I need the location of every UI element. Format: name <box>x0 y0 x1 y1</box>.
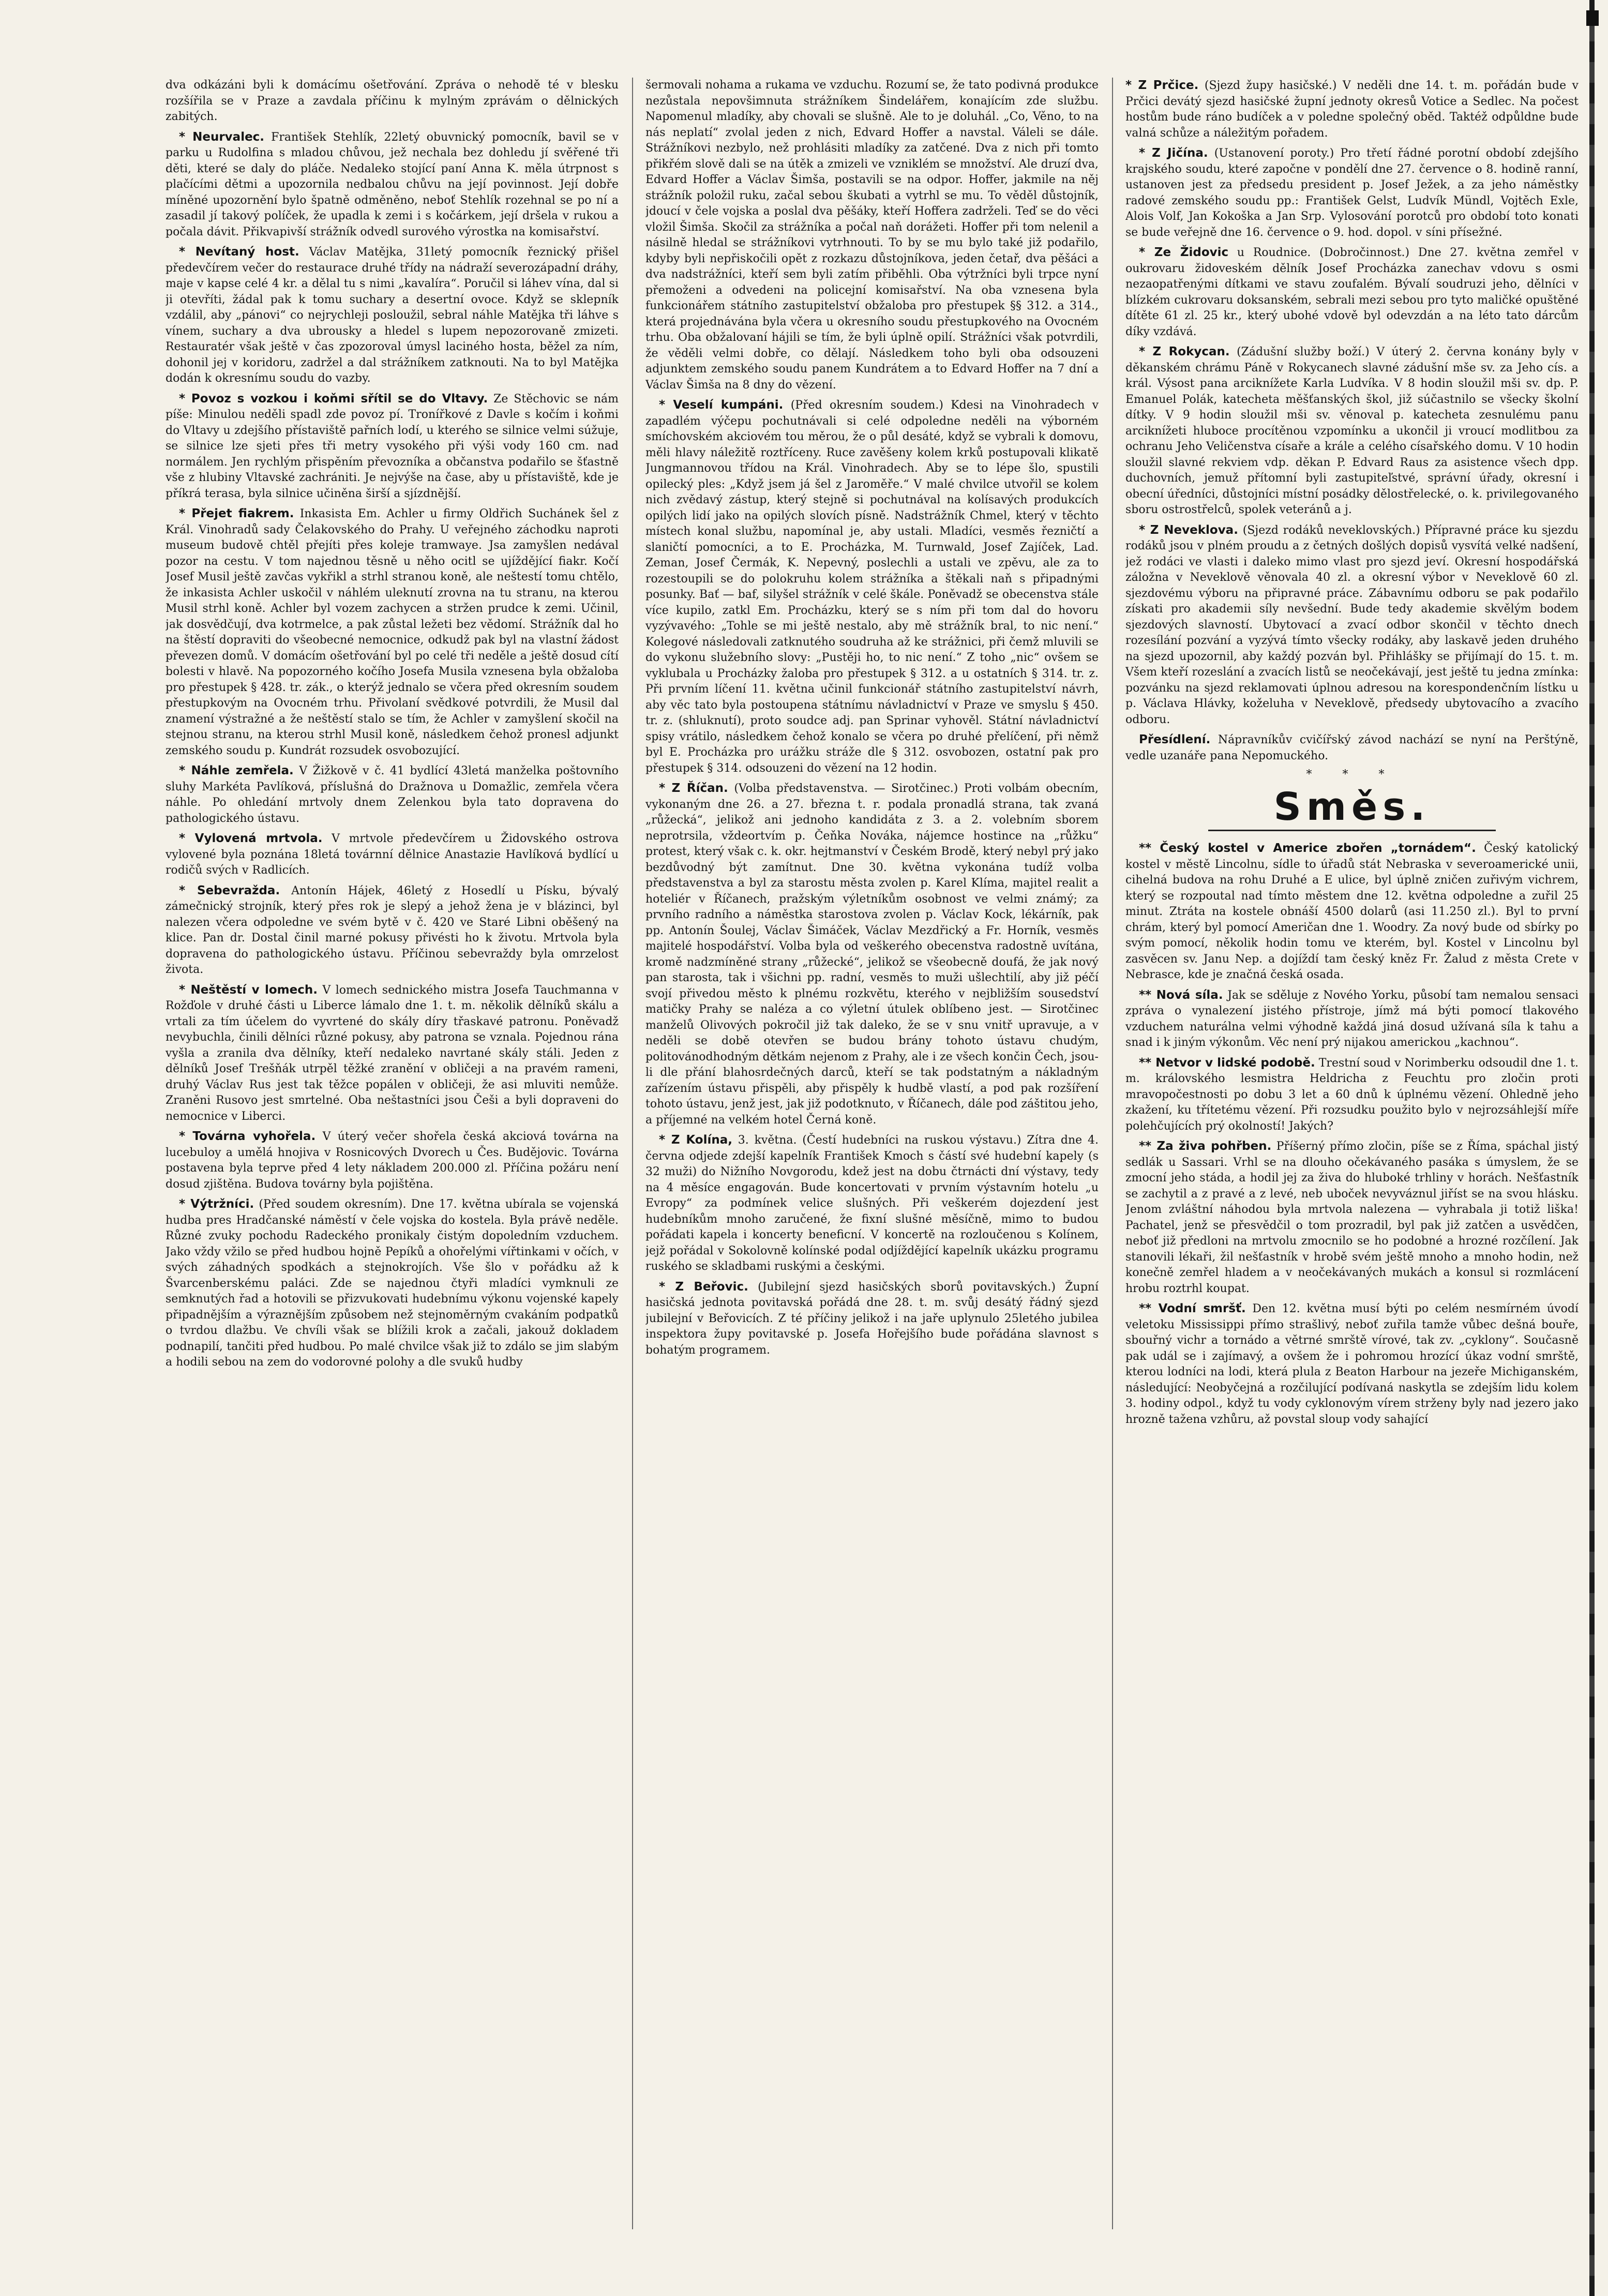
article-headline: * Z Kolína, <box>659 1133 732 1147</box>
article-paragraph <box>1125 732 1579 764</box>
article-headline: ** Český kostel v Americe zbořen „tornádem“. <box>1139 842 1476 855</box>
article-text: Václav Matějka, 31letý pomocník řeznický přišel předevčírem večer do restaurace druhé třídy na nádraží severozápadní dráhy, maje v kapse celé 4 kr. a dělal tu s nimi „kavalíra“. Poručil si láhev vína, dal si ji otevříti, žádal pak k tomu suchary a desertní ovoce. Když se sklepník vzdálil, aby „pánovi“ co nejrychleji posloužil, sebral náhle Matějka tři láhve s vínem, suchary a dva ubrousky a hledel s lupem nepozorovaně zmizeti. Restauratér však ještě v čas zpozoroval úmysl laciného hosta, běžel za ním, dohonil jej v koridoru, zadržel a dal strážníkem zatknouti. Na to byl Matějka dodán k okresnímu soudu do vazby. <box>166 246 619 385</box>
corner-mark <box>1586 10 1599 26</box>
article-text: František Stehlík, 22letý obuvnický pomocník, bavil se v parku u Rudolfina s mladou chůvou, jež nechala bez dohledu jí svěřené tři děti, které se daly do pláče. Nedaleko stojící paní Anna K. měla útrpnost s plačícími dětmi a upozornila nedbalou chůvu na její povinnost. Její dobře míněné upozornění bylo špatně odměněno, neboť Stehlík rozehnal se po ní a zasadil jí takový políček, že upadla k zemi i s kočárkem, její dršela v rukou a počala dávit. Přikvapivší strážník odvedl surového výrostka na komisařství. <box>166 130 619 238</box>
article-paragraph <box>166 1196 619 1371</box>
article-headline: ** Za živa pohřben. <box>1139 1139 1272 1153</box>
article-headline: * Z Říčan. <box>659 782 728 795</box>
article-headline: * Neurvalec. <box>179 130 265 144</box>
article-headline: Přesídlení. <box>1139 733 1211 746</box>
article-paragraph <box>166 78 619 125</box>
article-paragraph <box>645 1132 1099 1275</box>
article-headline: * Veselí kumpáni. <box>659 398 784 412</box>
article-paragraph <box>1125 344 1579 518</box>
article-paragraph <box>645 781 1099 1128</box>
article-paragraph <box>166 763 619 827</box>
article-paragraph <box>166 883 619 978</box>
article-headline: * Sebevražda. <box>179 883 280 897</box>
article-paragraph <box>166 982 619 1125</box>
article-text: Příšerný přímo zločin, píše se z Říma, spáchal jistý sedlák u Sassari. Vrhl se na dlouho očekávaného pasáka s úmyslem, že se zmocní jeho stáda, a hodil jej za živa do hluboké trhliny v horách. Nešťastník se zachytil a z pravé a z levé, neb uboček nevyváznul jiříst se na svou hlásku. Jenom zvláštní náhodou byla mrtvola nalezena — vyhrabala ji totiž liška! Pachatel, jenž se přesvědčil o tom prozradil, byl pak již zatčen a usvědčen, neboť již předloni na mrtvolu zmocnilo se ho podobné a hrozné rozčílení. Jak stanovili lékaři, žil nešťastník v hrobě svém ještě mnoho a mnoho hodin, než konečně zemřel hladem a v neočekávaných mukách a konsul si rozmlácení hrobu roztrhl koupat. <box>1125 1140 1579 1295</box>
column-3 <box>1125 78 1579 2224</box>
column-divider <box>1112 78 1113 2229</box>
article-text: V úterý večer shořela česká akciová továrna na lucebuloy a umělá hnojiva v Rosnicových Dvorech u Čes. Budějovic. Továrna postavena byla teprve před 4 lety nákladem 200.000 zl. Příčina požáru není dosud zjištěna. Budova továrny byla pojištěna. <box>166 1130 619 1191</box>
article-paragraph <box>166 244 619 387</box>
article-text: Antonín Hájek, 46letý z Hosedlí u Písku, bývalý zámečnický strojník, který přes rok je slepý a jehož žena je v blázinci, byl nalezen včera odpoledne ve svém bytě v č. 420 ve Staré Libni oběšený na klice. Pan dr. Dostal činil marné pokusy přivésti ho k životu. Mrtvola byla dopravena do pathologického ústavu. Příčinou sebevraždy byla omrzelost života. <box>166 884 619 976</box>
article-text: Trestní soud v Norimberku odsoudil dne 1. t. m. královského lesmistra Heldricha z Feuchtu pro zločin proti mravopočestnosti po dobu 3 let a 60 dnů k úplnému vězení. Ohledně jeho zkažení, ku třítetému vězení. Při rozsudku použito bylo v nejrozsáhlejší míře polehčujících prý okolností! Jakých? <box>1125 1056 1579 1133</box>
article-paragraph <box>166 391 619 502</box>
article-headline: * Povoz s vozkou i koňmi sřítil se do Vltavy. <box>179 392 488 406</box>
article-headline: * Ze Židovic <box>1139 246 1229 259</box>
article-text: u Roudnice. (Dobročinnost.) Dne 27. května zemřel v oukrovaru židoveském dělník Josef Procházka zanechav vdovu s osmi nezaopatřenými dítkami ve stavu zoufalém. Bývalí soudruzi jeho, dělníci v blízkém cukrovaru doksanském, sebrali mezi sebou pro tyto maličké opuštěné dítěte 61 zl. 25 kr., který ubohé vdově byl odevzdán a na léto tato dárcům díky vzdává. <box>1125 246 1579 338</box>
article-headline: * Z Prčice. <box>1125 79 1199 92</box>
article-text: V mrtvole předevčírem u Židovského ostrova vylovené byla poznána 18letá továrnní dělnice Anastazie Havlíková bydlící u rodičů svých v Radlicích. <box>166 832 619 877</box>
article-paragraph <box>166 506 619 759</box>
article-text: (Před soudem okresním). Dne 17. května ubírala se vojenská hudba pres Hradčanské náměstí v čele vojska do kostela. Byla právě neděle. Různé zvuky pochodu Radeckého pronikaly čistým dopoledním vzduchem. Jako vždy vžilo se před hudbou hojně Pepíků a ohořelými vířtinkami v očích, v svých záhadných spodkách a stejnokrojích. Vše šlo v pořádku až k Švarcenberskému paláci. Zde se najednou čtyři mladíci vymknuli ze semknutých řad a hotovili se přizvukovati hudebnímu výkonu vojenské kapely připadnějším a výraznějším způsobem než stejnoměrným cvakáním podpatků o tvrdou dlažbu. Ve chvíli však se blížili krok a začali, jakouž dokladem podnapilí, tančiti před hudbou. Po malé chvilce však již to zdálo se jim slabým a hodili sebou na zem do vodorovné polohy a dle svuků hudby <box>166 1198 619 1369</box>
article-paragraph <box>645 1279 1099 1359</box>
section-rule <box>1208 830 1496 831</box>
article-text: V Žižkově v č. 41 bydlící 43letá manželka poštovního sluhy Markéta Pavlíková, příslušná do Dražnova u Domažlic, zemřela včera náhle. Po ohledání mrtvoly dnem Zelenkou byla tato dopravena do pathologického ústavu. <box>166 764 619 825</box>
article-headline: * Neštěstí v lomech. <box>179 983 318 997</box>
article-text: Ze Stěchovic se nám píše: Minulou neděli spadl zde povoz pí. Tronířkové z Davle s kočím i koňmi do Vltavy u zdejšího přístaviště pařních lodí, u kterého se silnice velmi súžuje, se silnice lze sjeti přes tři metry vysokého při výši vody 160 cm. nad normálem. Jen rychlým přispěním převozníka a občanstva podařilo se šťastně vše z hlubiny Vltavské zachrániti. Je nejvýše na čase, aby u přístaviště, kde je příkrá terasa, byla silnice učiněna širší a sjízdnější. <box>166 392 619 500</box>
column-divider <box>632 78 633 2229</box>
article-paragraph <box>1125 522 1579 728</box>
article-paragraph <box>1125 987 1579 1051</box>
article-headline: ** Vodní smršť. <box>1139 1302 1246 1315</box>
article-text: šermovali nohama a rukama ve vzduchu. Rozumí se, že tato podivná produkce nezůstala nepovšimnuta strážníkem Šindelářem, konajícím zde službu. Napomenul mladíky, aby chovali se slušně. Ale to je doluhál. „Co, Věno, to na nás neplatí“ zvolal jeden z nich, Edvard Hoffer a navstal. Váleli se dále. Strážníkovi nezbylo, než prohlásiti mladíky za zatčené. Dva z nich při tomto přikřém slově dali se na útěk a zmizeli ve vzniklém se množství. Ale druzí dva, Edvard Hoffer a Václav Šimša, postavili se na odpor. Hoffer, jakmile na něj strážník položil ruku, začal sebou škubati a vytrhl se mu. To věděl důstojník, jdoucí v čele vojska a poslal dva pěšáky, kteří Hoffera zadrželi. Teď se do věci vložil Šimša. Skočil za strážníka a počal naň dorážeti. Hoffer při tom nelenil a násilně hledal se strážníkovi vytrhnouti. To by se mu bylo také již podařilo, kdyby byli nepřiskočili opět z rozkazu důstojníkova, jeden četař, dva pěšáci a dva nadstrážníci, kteří sem byli zatím přiběhli. Oba výtržníci byli trpce nyní přemoženi a odvedeni na policejní komisařství. Na oba vznesena byla funkcionářem státního zastupitelství obžaloba pro přestupek §§ 312. a 314., která projednávána byla včera u okresního soudu přestupkového na Ovocném trhu. Oba obžalovaní hájili se tím, že byli úplně opilí. Strážníci však potvrdili, že věděli velmi dobře, co dělají. Následkem toho byli oba odsouzeni adjunktem zemského soudu panem Kundrátem a to Edvard Hoffer na 7 dní a Václav Šimša na 8 dny do vězení. <box>645 79 1099 392</box>
article-text: (Zádušní služby boží.) V úterý 2. června konány byly v děkanském chrámu Páně v Rokycanech slavné zádušní mše sv. za Jeho cís. a král. Výsost pana arciknížete Karla Ludvíka. V 8 hodin sloužil mši sv. dp. P. Emanuel Polák, katecheta měšťanských škol, již súčastnilo se všecky školní dítky. V 9 hodin sloužil mši sv. věnoval p. katecheta zesnulému panu arciknížeti hluboce procítěnou vzpomínku a ukončil ji vroucí modlitbou za ochranu Jeho Veličenstva císaře a krále a celého císařského domu. V 10 hodin sloužil slavné rekviem vdp. děkan P. Edvard Raus za asistence všech dpp. duchovních, jemuž přítomní byli zastupiteľstvé, správní úřady, okresní i obecní úředníci, důstojníci místní posádky dělostřelecké, o. k. privilegovaného sboru ostrostřelců, spolek veteránů a j. <box>1125 346 1579 516</box>
columns <box>166 78 1579 2224</box>
article-headline: * Továrna vyhořela. <box>179 1130 316 1143</box>
article-text: dva odkázáni byli k domácímu ošetřování. Zpráva o nehodě té v blesku rozšířila se v Praze a zavdala příčinu k mylným zprávám o dělnických zabitých. <box>166 79 619 123</box>
article-headline: * Přejet fiakrem. <box>179 507 294 520</box>
article-headline: * Z Beřovic. <box>659 1280 748 1294</box>
article-text: (Před okresním soudem.) Kdesi na Vinohradech v zapadlém výčepu pochutnávali si celé odpoledne neděli na výborném smíchovském akciovém tou měrou, že o půl desáté, když se vybrali k domovu, měli hlavy náležitě roztříceny. Ruce zavěšeny kolem krků postupovali klikatě Jungmannovou třídou na Král. Vinohradech. Aby se to lépe šlo, spustili opilecký ples: „Když jsem já šel z Jaroměře.“ V malé chvilce utvořil se kolem nich zvědavý zástup, který stejně si pochutnával na kolísavých produkcích opilých lidí jako na opilých slovích písně. Nadstrážník Chmel, který v těchto místech konal službu, napomínal je, aby ustali. Mladíci, vesměs řezničtí a slaničtí pomocníci, a to E. Procházka, M. Turnwald, Josef Zajíček, Lad. Zeman, Josef Čermák, K. Nepevný, poslechli a ustali ve zpěvu, ale za to rozestoupili se do polokruhu kolem strážníka a štěkali naň s připadnými posunky. Bať — baf, silyšel strážník v celé škále. Poněvadž se obecenstva stále více kupilo, zatkl Em. Procházku, který se s ním při tom dal do hovoru vyzývavého: „Tohle se mi ještě nestalo, aby mě strážník bral, to nic není.“ Kolegové následovali zatknutého soudruha až ke strážnici, při čemž mluvili se do vykonu služebního slovy: „Pustěji ho, to nic není.“ Z toho „nic“ ovšem se vyklubala u Procházky žaloba pro přestupek § 312. a u ostatních § 314. tr. z. Při prvním líčení 11. května učinil funkcionář státního zastupitelství návrh, aby věc tato byla postoupena státnímu návladnictví v Praze ve smyslu § 450. tr. z. (shluknutí), proto soudce adj. pan Sprinar vyhověl. Státní návladnictví spisy vrátilo, následkem čehož konalo se včera po druhé přelíčení, při němž byl E. Procházka pro urážku stráže dle § 312. osvobozen, ostatní pak pro přestupek § 314. odsouzeni do vězení na 12 hodin. <box>645 399 1099 775</box>
article-paragraph <box>1125 245 1579 340</box>
article-paragraph <box>1125 1138 1579 1297</box>
article-text: Inkasista Em. Achler u firmy Oldřich Suchánek šel z Král. Vinohradů sady Čelakovského do Prahy. U veřejného záchodku naproti museum budově chtěl přejíti přes koleje tramwaye. Jsa zamyšlen nedával pozor na cestu. V tom najednou těsně u něho ocitl se ujíždějící fiakr. Kočí Josef Musil ještě zavčas vykřikl a strhl stranou koně, ale neštestí tomu chtělo, že inkasista Achler uskočil v náhlém uleknutí zrovna na tu stranu, na kterou Musil strhl koně. Achler byl vozem zachycen a stržen prudce k zemi. Učinil, jak dosvědčují, dva kotrmelce, a pak zůstal ležeti bez vědomí. Strážník dal ho na štěstí dopraviti do všeobecné nemocnice, odkudž pak byl na vlastní žádost převezen domů. V domácím ošetřování byl po celé tři neděle a ještě dosud cítí bolesti v hlavě. Na popozorného kočího Josefa Musila vznesena byla obžaloba pro přestupek § 428. tr. zák., o kterýž jednalo se včera před okresním soudem přestupkovým na Ovocném trhu. Přivolaní svědkové potvrdili, že Musil dal znamení výstražné a že neštěstí stalo se tím, že Achler v zamyšlení skočil na stejnou stranu, na kterou strhl Musil koně, následkem čehož pronesl adjunkt zemského soudu p. Kundrát rozsudek osvobozující. <box>166 507 619 757</box>
article-text: Nápravníkův cvičířský závod nachází se nyní na Perštýně, vedle uzanáře pana Nepomuckého. <box>1125 733 1579 762</box>
article-headline: * Nevítaný host. <box>179 245 299 259</box>
article-text: (Volba představenstva. — Sirotčinec.) Proti volbám obecním, vykonaným dne 26. a 27. března t. r. podala pronadlá strana, tak zvaná „růžecká“, jelikož ani jednoho kandidáta z 3. a 2. volebním sborem neprotrsila, vždeortvím p. Čeňka Nováka, nájemce hostince na „růžku“ protest, který však c. k. okr. hejtmanství v Českém Brodě, který nebyl prý jako bezdůvodný být zamítnut. Dne 30. května vykonána tudíž volba představenstva a byl za starostu města zvolen p. Karel Klíma, majitel realit a hoteliér v Říčanech, pražským výletníkům osobnost ve velmi známý; za prvního radního a náměstka starostova zvolen p. Václav Kock, lékárník, pak pp. Antonín Šoulej, Václav Šimáček, Václav Mezdřický a Fr. Horník, vesměs majitelé hospodářství. Volba byla od veškerého obecenstva radostně uvítána, kromě nadzmíněné strany „růžecké“, jelikož se všeobecně doufá, že jak nový pan starosta, tak i všichni pp. radní, vesměs to muži ušlechtilí, aby již péčí svojí přivedou město k plnému rozkvětu, kterého v nejbližším sousedství matičky Prahy se naléza a co výletní útulek oblíbeno jest. — Sirotčinec manželů Olivových pokročil již tak daleko, že se v snu vnitř upravuje, a v neděli se době otevřen se budou brány tohoto ústavu chudým, politovánodhodným dětkám nejenom z Prahy, ale i ze všech končin Čech, jsou-li dle přání blahosrdečných darců, kteří se tak podstatným a nákladným zařízením ústavu přispěli, aby přispěly k hudbě vlastí, a pod pak rozšíření tohoto ústavu, jenž jest, jak již podotknuto, v Říčanech, dále pod záštitou jeho, a příjemné na velkém hotel Černá koně. <box>645 782 1099 1127</box>
article-headline: * Z Rokycan. <box>1139 345 1230 358</box>
article-paragraph <box>1125 1301 1579 1428</box>
article-paragraph <box>645 78 1099 393</box>
column-1 <box>166 78 619 2224</box>
article-paragraph <box>1125 1055 1579 1135</box>
article-text: (Ustanovení poroty.) Pro třetí řádné porotní období zdejšího krajského soudu, které započne v pondělí dne 27. července o 8. hodině ranní, ustanoven jest za předsedu president p. Josef Ježek, a za jeho náměstky radové zemského soudu pp.: František Gelst, Ludvík Mündl, Vojtěch Exle, Alois Volf, Jan Kokoška a Jan Srp. Vylosování porotců pro období toto konati se bude veřejně dne 16. července o 9. hod. dopol. v síni přísežné. <box>1125 147 1579 239</box>
article-text: (Sjezd župy hasičské.) V neděli dne 14. t. m. pořádán bude v Prčici devátý sjezd hasičské župní jednoty okresů Votice a Sedlec. Na počest hostům bude ráno budíček a v poledne společný oběd. Taktéž odpůldne bude valná schůze a náležitým pořadem. <box>1125 79 1579 140</box>
article-headline: * Náhle zemřela. <box>179 764 294 777</box>
article-text: Český katolický kostel v městě Lincolnu, sídle to úřadů stát Nebraska v severoamerické unii, cihelná budova na rohu Druhé a E ulice, byl úplně zničen zuřivým vichrem, který se rozpoutal nad tímto městem dne 12. května odpoledne a zuřil 25 minut. Ztráta na kostele obnáší 4500 dolarů (asi 11.250 zl.). Byl to první chrám, který byl pomocí Američan dne 1. Woodry. Za nový bude od sbírky po svým pomocí, několik hodin tomu ve kterém, byl. Kostel v Lincolnu byl zasvěcen sv. Janu Nep. a dojíždí tam český kněz Fr. Žalud z města Crete v Nebrasce, kde je značná česká osada. <box>1125 842 1579 981</box>
article-headline: * Vylovená mrtvola. <box>179 832 323 845</box>
article-text: V lomech sednického mistra Josefa Tauchmanna v Rožďole v druhé části u Liberce lámalo dne 1. t. m. několik dělníků skálu a vrtali za tím účelem do vyvrtené do skály díry třaskavé patronu. Poněvadž nevybuchla, činili dělníci různé pokusy, aby patrona se vznala. Pojednou rána vyšla a zranila dva dělníky, kteří nedaleko navrtané skály stáli. Jeden z dělníků Josef Trešňák utrpěl těžké zranění v obličeji a na pravém rameni, druhý Václav Rus jest tak těžce popálen v obličeji, že asi mluviti nemůže. Zraněni Rusovo jest smrtelné. Oba neštastníci jsou Češi a byli dopraveni do nemocnice v Liberci. <box>166 983 619 1123</box>
article-text: 3. května. (Čestí hudebníci na ruskou výstavu.) Zítra dne 4. června odjede zdejší kapelník František Kmoch s částí své hudební kapely (s 32 muži) do Nižního Novgorodu, kdež jest na dobu čtrnácti dní výstavy, tedy na 4 měsíce engagován. Bude koncertovati v prvním výstavním hotelu „u Evropy“ za podmínek velice slušných. Při veškerém dojezdení jest hudebníkům mnoho zaručené, že fixní slušné měsíčně, mimo to budou pořádati kapela i koncerty beneficní. V koncertě na rozloučenou s Kolínem, jejž pořádal v Sokolovně kolínské podal odjíždějící kapelník ukázku programu ruského se skladbami ruskými a českými. <box>645 1134 1099 1273</box>
section-title: Směs. <box>1273 785 1431 829</box>
page-edge-binding <box>1589 0 1595 2296</box>
article-paragraph <box>166 129 619 241</box>
article-text: Jak se sděluje z Nového Yorku, působí tam nemalou sensaci zpráva o vynalezení jistého přístroje, jímž má býti pomocí tlakového vzduchem naturálna velmi výhodně každá jiná dosud užívaná síla k tahu a snad i k jiným výkonům. Věc není prý nijakou americkou „kachnou“. <box>1125 988 1579 1049</box>
article-text: (Sjezd rodáků neveklovských.) Přípravné práce ku sjezdu rodáků jsou v plném proudu a z četných došlých dopisů vysvítá velké nadšení, jež rodáci ve vlasti i daleko mimo vlast pro sjezd jeví. Okresní hospodářská záložna v Neveklově věnovala 40 zl. a okresní výbor v Neveklově 60 zl. sjezdovému výboru na připravné práce. Zábavnímu odboru se pak podařilo získati pro akademii síly nevšední. Bude tedy akademie skvělým bodem sjezdových slavností. Ubytovací a zvací odbor skončil v těchto dnech rozesílání pozvání a vyzývá tímto všecky rodáky, aby laskavě jeden druhého na sjezd upozornil, aby každý pozván byl. Přihlášky se přijímají do 15. t. m. Všem kteří rozeslání a zvacích listů se neočekávají, jest ještě tu jedna zmínka: pozvánku na sjezd reklamovati úplnou adresou na korespondenčním lístku u p. Václava Hlávky, koželuha v Neveklově, předsedy ubytovacího a zvacího odboru. <box>1125 523 1579 726</box>
article-headline: * Z Neveklova. <box>1139 523 1238 537</box>
article-headline: * Výtržníci. <box>179 1197 254 1211</box>
article-text: Den 12. května musí býti po celém nesmírném úvodí veletoku Mississippi přímo strašlivý, neboť zuřila tamže vůbec dešná bouře, sbouřný vichr a tornádo a větrné smrště vírové, tak zv. „cyklony“. Současně pak udál se i zajímavý, a ovšem že i pohromou hrozící úkaz vodní smrště, kterou lodníci na lodi, která plula z Beaton Harbour na jezeře Michiganském, následující: Neobyčejná a rozčilující podívaná naskytla se zdejším lidu kolem 3. hodiny odpol., když tu vody cyklonovým vírem strženy byly nad jezero jako hrozně tažena vzhůru, až povstal sloup vody sahající <box>1125 1302 1579 1426</box>
article-paragraph <box>166 831 619 879</box>
article-paragraph <box>1125 78 1579 141</box>
separator-asterisks: * * * <box>1306 768 1398 781</box>
article-paragraph <box>1125 841 1579 983</box>
article-text: (Jubilejní sjezd hasičských sborů povitavských.) Župní hasičská jednota povitavská pořádá dne 28. t. m. svůj desátý řádný sjezd jubilejní v Beřovicích. Z té příčiny jelikož i na jaře uplynulo 25letého jubilea inspektora župy povitavské p. Josefa Hořejšího bude pořádána slavnost s bohatým programem. <box>645 1280 1099 1357</box>
article-headline: * Z Jičína. <box>1139 146 1208 160</box>
article-headline: ** Netvor v lidské podobě. <box>1139 1056 1315 1070</box>
article-paragraph <box>1125 145 1579 241</box>
column-2 <box>645 78 1099 2224</box>
article-paragraph <box>645 397 1099 776</box>
article-paragraph <box>166 1129 619 1192</box>
article-headline: ** Nová síla. <box>1139 988 1223 1002</box>
